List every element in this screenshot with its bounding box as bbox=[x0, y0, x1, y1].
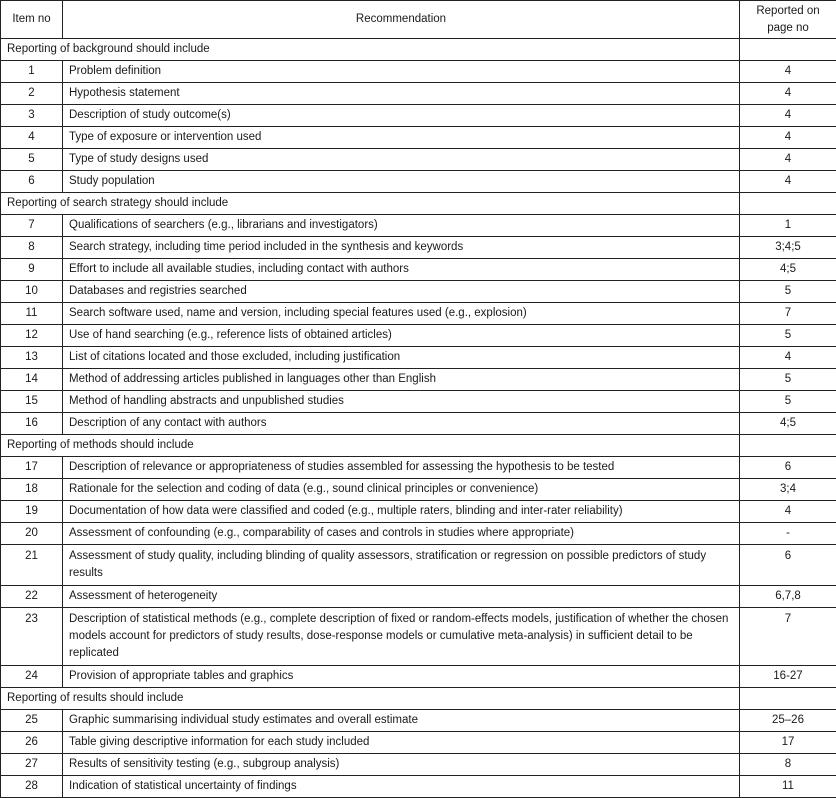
page-no-cell: 6 bbox=[740, 457, 836, 479]
item-no-cell: 21 bbox=[1, 545, 63, 586]
table-row bbox=[1, 501, 836, 523]
page-no-cell: 7 bbox=[740, 303, 836, 325]
table-row bbox=[1, 83, 836, 105]
table-row bbox=[1, 61, 836, 83]
table-row bbox=[1, 105, 836, 127]
item-no-cell: 7 bbox=[1, 215, 63, 237]
recommendation-cell: Assessment of confounding (e.g., comparability of cases and controls in studies where appropriate) bbox=[63, 523, 740, 545]
table-row bbox=[1, 303, 836, 325]
section-row bbox=[1, 688, 836, 710]
table-row bbox=[1, 479, 836, 501]
recommendation-cell: Type of study designs used bbox=[63, 149, 740, 171]
item-no-cell: 1 bbox=[1, 61, 63, 83]
page-no-cell: 5 bbox=[740, 281, 836, 303]
header-recommendation: Recommendation bbox=[63, 1, 740, 39]
page-no-cell: 4 bbox=[740, 347, 836, 369]
page-no-cell: 4 bbox=[740, 171, 836, 193]
item-no-cell: 4 bbox=[1, 127, 63, 149]
item-no-cell: 28 bbox=[1, 776, 63, 798]
table-row bbox=[1, 754, 836, 776]
recommendation-cell: Indication of statistical uncertainty of findings bbox=[63, 776, 740, 798]
page-no-cell: 4;5 bbox=[740, 413, 836, 435]
recommendation-cell: Method of handling abstracts and unpublished studies bbox=[63, 391, 740, 413]
item-no-cell: 12 bbox=[1, 325, 63, 347]
item-no-cell: 16 bbox=[1, 413, 63, 435]
section-title: Reporting of results should include bbox=[1, 688, 740, 710]
recommendation-cell: Description of study outcome(s) bbox=[63, 105, 740, 127]
item-no-cell: 15 bbox=[1, 391, 63, 413]
page-no-cell: 4 bbox=[740, 105, 836, 127]
page-no-cell: 8 bbox=[740, 754, 836, 776]
item-no-cell: 19 bbox=[1, 501, 63, 523]
section-title: Reporting of background should include bbox=[1, 39, 740, 61]
item-no-cell: 6 bbox=[1, 171, 63, 193]
item-no-cell: 27 bbox=[1, 754, 63, 776]
item-no-cell: 20 bbox=[1, 523, 63, 545]
item-no-cell: 10 bbox=[1, 281, 63, 303]
table-row bbox=[1, 732, 836, 754]
recommendation-cell: Effort to include all available studies, including contact with authors bbox=[63, 259, 740, 281]
recommendation-cell: Problem definition bbox=[63, 61, 740, 83]
item-no-cell: 24 bbox=[1, 666, 63, 688]
page-no-cell: 6,7,8 bbox=[740, 586, 836, 608]
table-row bbox=[1, 457, 836, 479]
section-row bbox=[1, 435, 836, 457]
page-no-cell: 4 bbox=[740, 83, 836, 105]
table-row bbox=[1, 171, 836, 193]
table-row bbox=[1, 666, 836, 688]
page-no-cell: 5 bbox=[740, 369, 836, 391]
item-no-cell: 13 bbox=[1, 347, 63, 369]
header-item-no: Item no bbox=[1, 1, 63, 39]
recommendation-cell: Description of relevance or appropriateness of studies assembled for assessing the hypothesis to be tested bbox=[63, 457, 740, 479]
item-no-cell: 9 bbox=[1, 259, 63, 281]
page-no-cell: - bbox=[740, 523, 836, 545]
recommendation-cell: Search strategy, including time period included in the synthesis and keywords bbox=[63, 237, 740, 259]
table-row bbox=[1, 776, 836, 798]
recommendation-cell: Hypothesis statement bbox=[63, 83, 740, 105]
item-no-cell: 26 bbox=[1, 732, 63, 754]
section-page-cell bbox=[740, 39, 836, 61]
recommendation-cell: Method of addressing articles published in languages other than English bbox=[63, 369, 740, 391]
page-no-cell: 4 bbox=[740, 501, 836, 523]
page-no-cell: 6 bbox=[740, 545, 836, 586]
recommendation-cell: Table giving descriptive information for each study included bbox=[63, 732, 740, 754]
section-row bbox=[1, 39, 836, 61]
recommendation-cell: Rationale for the selection and coding of data (e.g., sound clinical principles or convenience) bbox=[63, 479, 740, 501]
section-title: Reporting of methods should include bbox=[1, 435, 740, 457]
item-no-cell: 17 bbox=[1, 457, 63, 479]
recommendation-cell: Documentation of how data were classified and coded (e.g., multiple raters, blinding and inter-rater reliability) bbox=[63, 501, 740, 523]
item-no-cell: 3 bbox=[1, 105, 63, 127]
table-row bbox=[1, 545, 836, 586]
page-no-cell: 25–26 bbox=[740, 710, 836, 732]
table-row bbox=[1, 149, 836, 171]
page-no-cell: 3;4 bbox=[740, 479, 836, 501]
recommendation-cell: Study population bbox=[63, 171, 740, 193]
section-page-cell bbox=[740, 435, 836, 457]
recommendation-cell: Description of statistical methods (e.g., complete description of fixed or random-effects models, justification of whether the chosen models account for predictors of study results, dose-response models or cumulative meta-analysis) in sufficient detail to be replicated bbox=[63, 608, 740, 666]
item-no-cell: 11 bbox=[1, 303, 63, 325]
item-no-cell: 14 bbox=[1, 369, 63, 391]
item-no-cell: 23 bbox=[1, 608, 63, 666]
recommendation-cell: List of citations located and those excluded, including justification bbox=[63, 347, 740, 369]
table-row bbox=[1, 215, 836, 237]
item-no-cell: 5 bbox=[1, 149, 63, 171]
table-row bbox=[1, 347, 836, 369]
table-row bbox=[1, 586, 836, 608]
page-no-cell: 17 bbox=[740, 732, 836, 754]
item-no-cell: 22 bbox=[1, 586, 63, 608]
page-no-cell: 16-27 bbox=[740, 666, 836, 688]
table-body bbox=[1, 39, 836, 798]
recommendation-cell: Type of exposure or intervention used bbox=[63, 127, 740, 149]
table-row bbox=[1, 710, 836, 732]
item-no-cell: 25 bbox=[1, 710, 63, 732]
recommendation-cell: Assessment of heterogeneity bbox=[63, 586, 740, 608]
table-row bbox=[1, 259, 836, 281]
header-page-no: Reported on page no bbox=[740, 1, 836, 39]
recommendation-cell: Qualifications of searchers (e.g., librarians and investigators) bbox=[63, 215, 740, 237]
table-row bbox=[1, 391, 836, 413]
recommendation-cell: Search software used, name and version, including special features used (e.g., explosion) bbox=[63, 303, 740, 325]
section-page-cell bbox=[740, 193, 836, 215]
page-no-cell: 4;5 bbox=[740, 259, 836, 281]
table-row bbox=[1, 608, 836, 666]
recommendation-cell: Provision of appropriate tables and graphics bbox=[63, 666, 740, 688]
table-row bbox=[1, 281, 836, 303]
page-no-cell: 4 bbox=[740, 127, 836, 149]
table-row bbox=[1, 369, 836, 391]
table-row bbox=[1, 127, 836, 149]
section-title: Reporting of search strategy should include bbox=[1, 193, 740, 215]
item-no-cell: 2 bbox=[1, 83, 63, 105]
page-no-cell: 5 bbox=[740, 391, 836, 413]
recommendation-cell: Graphic summarising individual study estimates and overall estimate bbox=[63, 710, 740, 732]
page-no-cell: 3;4;5 bbox=[740, 237, 836, 259]
recommendation-cell: Results of sensitivity testing (e.g., subgroup analysis) bbox=[63, 754, 740, 776]
recommendation-cell: Databases and registries searched bbox=[63, 281, 740, 303]
recommendation-cell: Description of any contact with authors bbox=[63, 413, 740, 435]
item-no-cell: 8 bbox=[1, 237, 63, 259]
table-row bbox=[1, 523, 836, 545]
page-no-cell: 4 bbox=[740, 149, 836, 171]
table-row bbox=[1, 413, 836, 435]
recommendation-cell: Use of hand searching (e.g., reference lists of obtained articles) bbox=[63, 325, 740, 347]
page-no-cell: 4 bbox=[740, 61, 836, 83]
table-row bbox=[1, 237, 836, 259]
item-no-cell: 18 bbox=[1, 479, 63, 501]
table-row bbox=[1, 325, 836, 347]
table-header bbox=[1, 1, 836, 39]
recommendation-cell: Assessment of study quality, including blinding of quality assessors, stratification or regression on possible predictors of study results bbox=[63, 545, 740, 586]
page-no-cell: 11 bbox=[740, 776, 836, 798]
page-no-cell: 1 bbox=[740, 215, 836, 237]
section-page-cell bbox=[740, 688, 836, 710]
page-no-cell: 7 bbox=[740, 608, 836, 666]
section-row bbox=[1, 193, 836, 215]
page-no-cell: 5 bbox=[740, 325, 836, 347]
